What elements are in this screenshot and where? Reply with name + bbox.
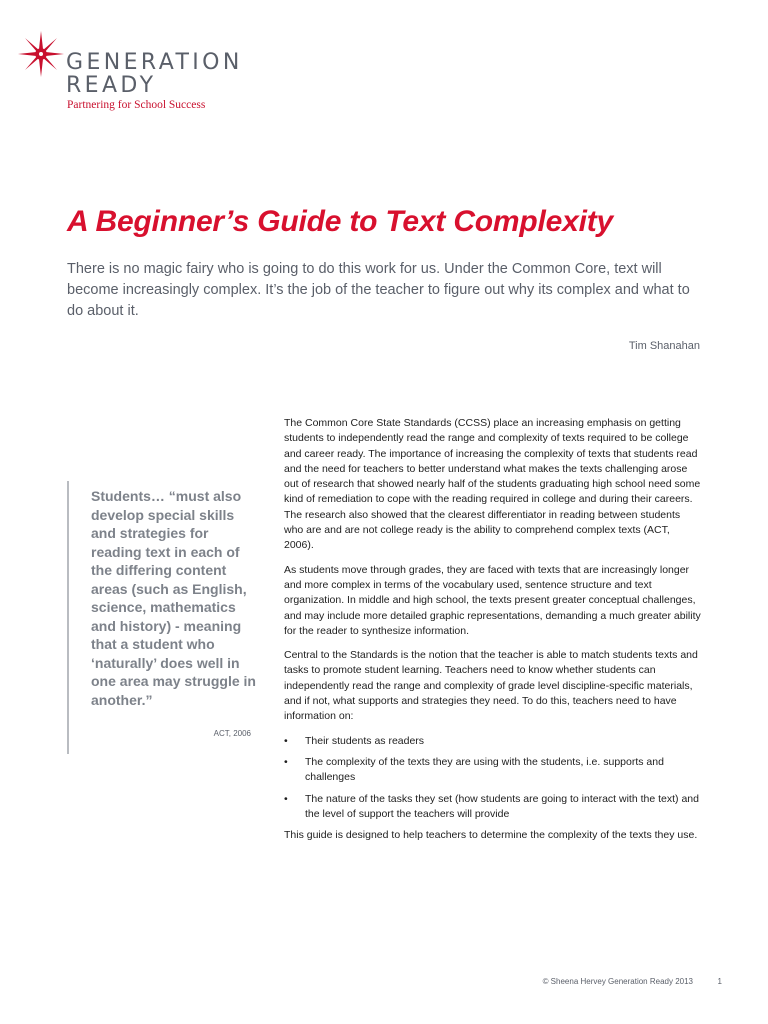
body-text [284, 416, 702, 852]
body-paragraph: The Common Core State Standards (CCSS) place an increasing emphasis on getting students to independently read the range and complexity of texts required to be college and career ready. The importance of increasing the complexity of texts that students read and the need for teachers to better understand what makes the texts challenging arose out of research that showed nearly half of the students graduating high school need some kind of remediation to cope with the reading required in college and during their careers. The research also showed that the clearest differentiator in reading between students who are and are not college ready is the ability to comprehend complex texts (ACT, 2006). [284, 417, 701, 552]
bullet-item [284, 755, 702, 786]
intro-quote-author: Tim Shanahan [628, 340, 700, 352]
footer-copyright: © Sheena Hervey Generation Ready 2013 [542, 977, 693, 986]
bullet-list [284, 734, 702, 822]
bullet-text: The nature of the tasks they set (how students are going to interact with the text) and the level of support the teachers will provide [305, 792, 699, 820]
bullet-glyph: • [284, 734, 288, 747]
logo-tagline: Partnering for School Success [67, 99, 206, 111]
logo-wordmark-generation: GENERATION [66, 50, 243, 75]
body-paragraph: As students move through grades, they are faced with texts that are increasingly longer and more complex in terms of the vocabulary used, sentence structure and text organization. In middle and high school, the texts present greater conceptual challenges, and may include more detailed graphic representations, demanding a much greater ability for the reader to synthesize information. [284, 563, 701, 637]
pull-quote-source: ACT, 2006 [213, 729, 251, 738]
document-title: A Beginner’s Guide to Text Complexity [67, 205, 614, 238]
pull-quote-text: Students… “must also develop special skills and strategies for reading text in each of the differing content areas (such as English, science, mathematics and history) - meaning that a student who ‘naturally’ does well in one area may struggle in another.” [91, 488, 256, 708]
bullet-glyph: • [284, 792, 288, 805]
body-paragraph: Central to the Standards is the notion that the teacher is able to match students texts and tasks to promote student learning. Teachers need to know whether students can independently read the range and complexity of grade level discipline-specific materials, and if not, what supports and strategies they need. To do this, teachers need to have information on: [284, 649, 698, 723]
pull-quote [67, 481, 256, 754]
generation-ready-logo [17, 30, 247, 110]
logo-wordmark-ready: READY [66, 73, 157, 98]
page-number: 1 [717, 977, 722, 986]
bullet-item [284, 792, 702, 823]
bullet-glyph: • [284, 755, 288, 768]
body-closing-paragraph: This guide is designed to help teachers to determine the complexity of the texts they use. [284, 829, 698, 842]
bullet-item [284, 734, 702, 749]
intro-quote: There is no magic fairy who is going to do this work for us. Under the Common Core, text will become increasingly complex. It’s the job of the teacher to figure out why its complex and what to do about it. [67, 261, 690, 319]
bullet-text: The complexity of the texts they are using with the students, i.e. supports and challenges [305, 755, 664, 784]
compass-star-icon [17, 30, 65, 78]
bullet-text: Their students as readers [305, 734, 425, 747]
